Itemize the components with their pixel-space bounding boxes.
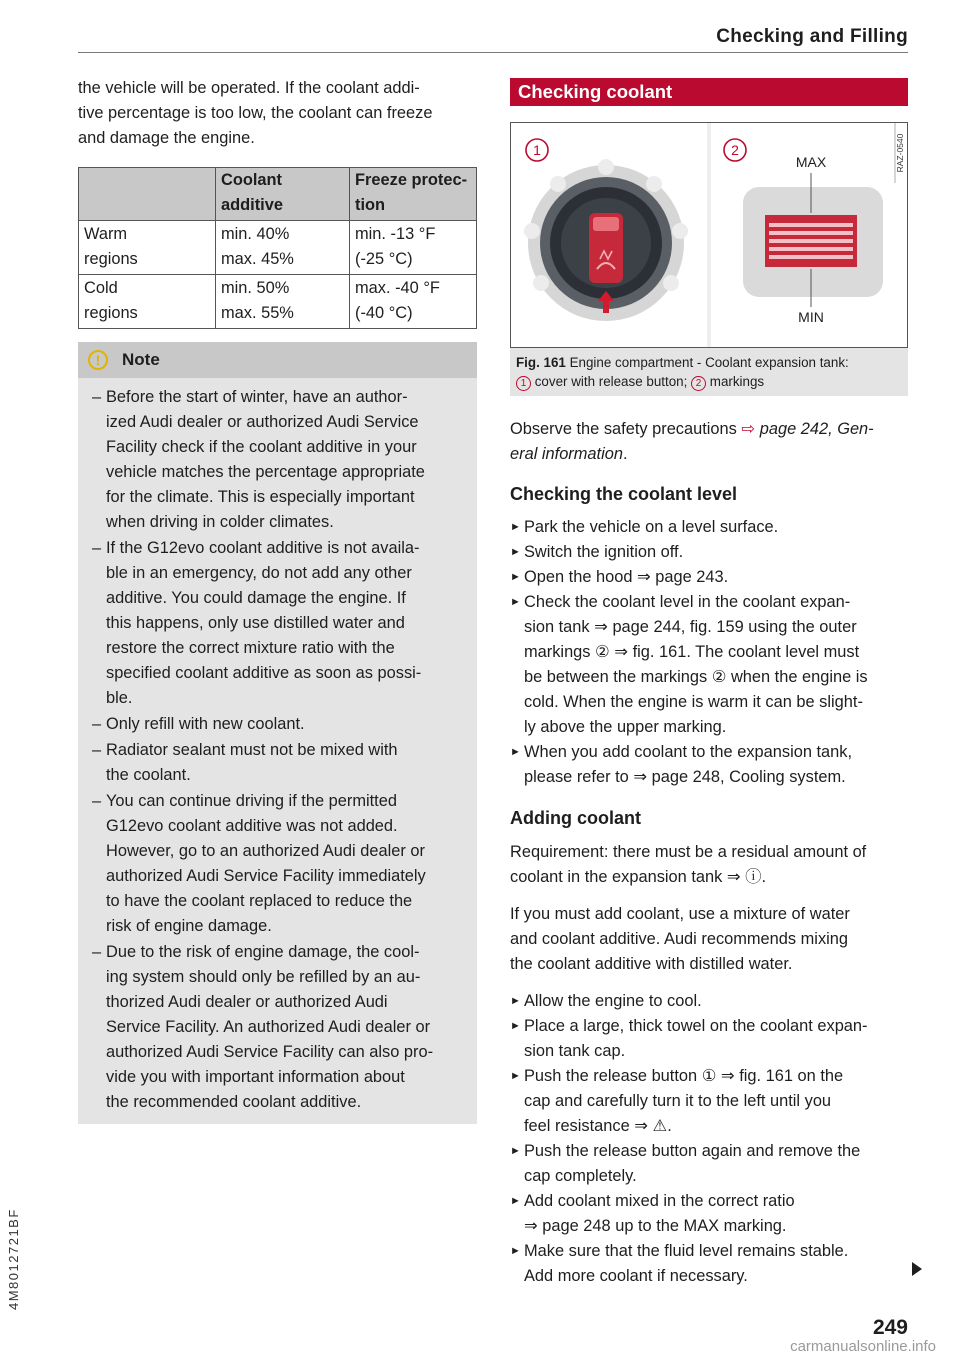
min-label: MIN bbox=[798, 309, 824, 325]
table-cell: max. -40 °F (-40 °C) bbox=[350, 275, 477, 329]
note-list-item bbox=[92, 789, 463, 939]
exclamation-circle-icon: ! bbox=[88, 350, 108, 370]
caption-text: cover with release button; bbox=[534, 374, 688, 389]
note-line: ble. bbox=[106, 689, 133, 707]
freeze-protection-table bbox=[78, 167, 477, 329]
step-bullet-icon: ► bbox=[510, 1145, 521, 1157]
header-rule bbox=[78, 52, 908, 53]
note-line: vehicle matches the percentage appropriate bbox=[106, 463, 425, 481]
note-line: If the G12evo coolant additive is not availa- bbox=[106, 539, 420, 557]
note-line: Facility check if the coolant additive in your bbox=[106, 438, 417, 456]
safety-paragraph: Observe the safety precautions ⇨ page 242, Gen- eral information. bbox=[510, 420, 874, 463]
table-cell: min. 40% max. 45% bbox=[216, 221, 350, 275]
note-line: Service Facility. An authorized Audi dealer or bbox=[106, 1018, 431, 1036]
dash-bullet: – bbox=[92, 792, 102, 810]
right-column bbox=[510, 78, 908, 1289]
adding-steps-list bbox=[510, 989, 908, 1289]
continue-triangle-icon bbox=[912, 1262, 922, 1276]
note-line: You can continue driving if the permitted bbox=[106, 792, 397, 810]
note-body bbox=[78, 378, 477, 1124]
step-bullet-icon: ► bbox=[510, 746, 521, 758]
step-line: Allow the engine to cool. bbox=[524, 992, 702, 1010]
note-list-item bbox=[92, 712, 463, 737]
step-item bbox=[510, 989, 908, 1014]
note-list-item bbox=[92, 536, 463, 711]
step-item bbox=[510, 1139, 908, 1189]
note-title: Note bbox=[122, 350, 160, 369]
note-line: ized Audi dealer or authorized Audi Service bbox=[106, 413, 419, 431]
left-column bbox=[78, 76, 477, 1124]
figure-161 bbox=[510, 122, 908, 348]
note-line: Before the start of winter, have an author- bbox=[106, 388, 408, 406]
note-line: specified coolant additive as soon as possi- bbox=[106, 664, 422, 682]
step-line: When you add coolant to the expansion tank, bbox=[524, 743, 853, 761]
step-item bbox=[510, 740, 908, 790]
step-line: markings ② ⇒ fig. 161. The coolant level must bbox=[524, 643, 860, 661]
figure-caption bbox=[510, 348, 908, 396]
table-header-cell: Freeze protec- tion bbox=[350, 168, 477, 221]
note-line: for the climate. This is especially important bbox=[106, 488, 415, 506]
note-line: vide you with important information about bbox=[106, 1068, 405, 1086]
page-header-title: Checking and Filling bbox=[716, 26, 908, 47]
step-bullet-icon: ► bbox=[510, 1020, 521, 1032]
document-code: 4M8012721BF bbox=[6, 1208, 21, 1310]
step-line: Add more coolant if necessary. bbox=[524, 1267, 748, 1285]
dash-bullet: – bbox=[92, 715, 102, 733]
step-bullet-icon: ► bbox=[510, 1195, 521, 1207]
subheading-checking: Checking the coolant level bbox=[510, 484, 738, 504]
step-item bbox=[510, 515, 908, 540]
table-cell: min. 50% max. 55% bbox=[216, 275, 350, 329]
cross-ref-link[interactable]: eral information bbox=[510, 445, 623, 463]
note-line: thorized Audi dealer or authorized Audi bbox=[106, 993, 388, 1011]
step-line: sion tank cap. bbox=[524, 1042, 626, 1060]
note-line: Radiator sealant must not be mixed with bbox=[106, 741, 398, 759]
dash-bullet: – bbox=[92, 741, 102, 759]
step-bullet-icon: ► bbox=[510, 1245, 521, 1257]
table-header-row bbox=[79, 168, 477, 221]
step-bullet-icon: ► bbox=[510, 995, 521, 1007]
note-line: additive. You could damage the engine. If bbox=[106, 589, 406, 607]
step-line: cap and carefully turn it to the left until you bbox=[524, 1092, 832, 1110]
step-bullet-icon: ► bbox=[510, 521, 521, 533]
caption-text: markings bbox=[709, 374, 765, 389]
step-line: cap completely. bbox=[524, 1167, 637, 1185]
step-item bbox=[510, 540, 908, 565]
table-header-cell bbox=[79, 168, 216, 221]
subheading-adding: Adding coolant bbox=[510, 808, 641, 828]
step-line: be between the markings ② when the engine is bbox=[524, 668, 868, 686]
step-line: cold. When the engine is warm it can be slight- bbox=[524, 693, 863, 711]
intro-line: the vehicle will be operated. If the coolant addi- bbox=[78, 79, 420, 97]
step-bullet-icon: ► bbox=[510, 546, 521, 558]
step-bullet-icon: ► bbox=[510, 1070, 521, 1082]
step-bullet-icon: ► bbox=[510, 571, 521, 583]
note-line: G12evo coolant additive was not added. bbox=[106, 817, 398, 835]
figure-label-1: 1 bbox=[533, 142, 541, 158]
dash-bullet: – bbox=[92, 943, 102, 961]
step-line: Park the vehicle on a level surface. bbox=[524, 518, 779, 536]
cross-ref-link[interactable]: page 242, Gen- bbox=[759, 420, 874, 438]
note-line: restore the correct mixture ratio with the bbox=[106, 639, 395, 657]
callout-2-icon: 2 bbox=[691, 376, 706, 391]
note-line: the coolant. bbox=[106, 766, 191, 784]
step-item bbox=[510, 565, 908, 590]
intro-line: and damage the engine. bbox=[78, 129, 255, 147]
step-bullet-icon: ► bbox=[510, 596, 521, 608]
note-box bbox=[78, 342, 477, 1124]
note-line: ble in an emergency, do not add any other bbox=[106, 564, 412, 582]
caption-text: Engine compartment - Coolant expansion tank: bbox=[569, 355, 849, 370]
table-row bbox=[79, 221, 477, 275]
step-line: Make sure that the fluid level remains stable. bbox=[524, 1242, 849, 1260]
note-line: the recommended coolant additive. bbox=[106, 1093, 362, 1111]
step-line: Check the coolant level in the coolant expan- bbox=[524, 593, 851, 611]
figure-code: RAZ-0540 bbox=[895, 133, 905, 173]
intro-line: tive percentage is too low, the coolant can freeze bbox=[78, 104, 433, 122]
note-line: authorized Audi Service Facility immediately bbox=[106, 867, 426, 885]
step-line: Place a large, thick towel on the coolant expan- bbox=[524, 1017, 868, 1035]
note-line: However, go to an authorized Audi dealer or bbox=[106, 842, 425, 860]
note-line: ing system should only be refilled by an au- bbox=[106, 968, 421, 986]
requirement-paragraph: Requirement: there must be a residual amount of coolant in the expansion tank ⇒ ⓘ. bbox=[510, 843, 867, 886]
note-header bbox=[78, 342, 477, 378]
step-line: Push the release button ① ⇒ fig. 161 on the bbox=[524, 1067, 844, 1085]
note-list-item bbox=[92, 738, 463, 788]
figure-label-2: 2 bbox=[731, 142, 739, 158]
table-header-cell: Coolant additive bbox=[216, 168, 350, 221]
step-line: Add coolant mixed in the correct ratio bbox=[524, 1192, 795, 1210]
checking-steps-list bbox=[510, 515, 908, 790]
note-line: Only refill with new coolant. bbox=[106, 715, 305, 733]
note-line: to have the coolant replaced to reduce the bbox=[106, 892, 413, 910]
step-line: feel resistance ⇒ ⚠. bbox=[524, 1117, 672, 1135]
step-line: Switch the ignition off. bbox=[524, 543, 684, 561]
table-cell: Cold regions bbox=[79, 275, 216, 329]
cross-ref-arrow-icon: ⇨ bbox=[741, 420, 756, 438]
watermark: carmanualsonline.info bbox=[790, 1338, 936, 1355]
step-item bbox=[510, 590, 908, 740]
note-list-item bbox=[92, 940, 463, 1115]
step-item bbox=[510, 1064, 908, 1139]
step-line: ly above the upper marking. bbox=[524, 718, 727, 736]
coolant-tank-illustration bbox=[511, 123, 907, 347]
dash-bullet: – bbox=[92, 388, 102, 406]
table-cell: Warm regions bbox=[79, 221, 216, 275]
note-line: authorized Audi Service Facility can also pro- bbox=[106, 1043, 434, 1061]
table-row bbox=[79, 275, 477, 329]
step-line: sion tank ⇒ page 244, fig. 159 using the outer bbox=[524, 618, 857, 636]
note-list-item bbox=[92, 385, 463, 535]
callout-1-icon: 1 bbox=[516, 376, 531, 391]
step-item bbox=[510, 1014, 908, 1064]
page-number: 249 bbox=[872, 1316, 908, 1339]
step-line: please refer to ⇒ page 248, Cooling system. bbox=[524, 768, 846, 786]
step-item bbox=[510, 1239, 908, 1289]
note-line: when driving in colder climates. bbox=[106, 513, 334, 531]
step-item bbox=[510, 1189, 908, 1239]
note-line: Due to the risk of engine damage, the cool- bbox=[106, 943, 420, 961]
step-line: ⇒ page 248 up to the MAX marking. bbox=[524, 1217, 787, 1235]
note-line: risk of engine damage. bbox=[106, 917, 272, 935]
step-line: Open the hood ⇒ page 243. bbox=[524, 568, 729, 586]
caption-fig-number: Fig. 161 bbox=[516, 355, 566, 370]
max-label: MAX bbox=[795, 154, 827, 170]
adding-paragraph: If you must add coolant, use a mixture of water and coolant additive. Audi recommends mixing the coolant additive with distilled water. bbox=[510, 905, 850, 973]
section-title-bar: Checking coolant bbox=[510, 78, 908, 106]
table-cell: min. -13 °F (-25 °C) bbox=[350, 221, 477, 275]
step-line: Push the release button again and remove the bbox=[524, 1142, 861, 1160]
note-line: this happens, only use distilled water and bbox=[106, 614, 405, 632]
dash-bullet: – bbox=[92, 539, 102, 557]
